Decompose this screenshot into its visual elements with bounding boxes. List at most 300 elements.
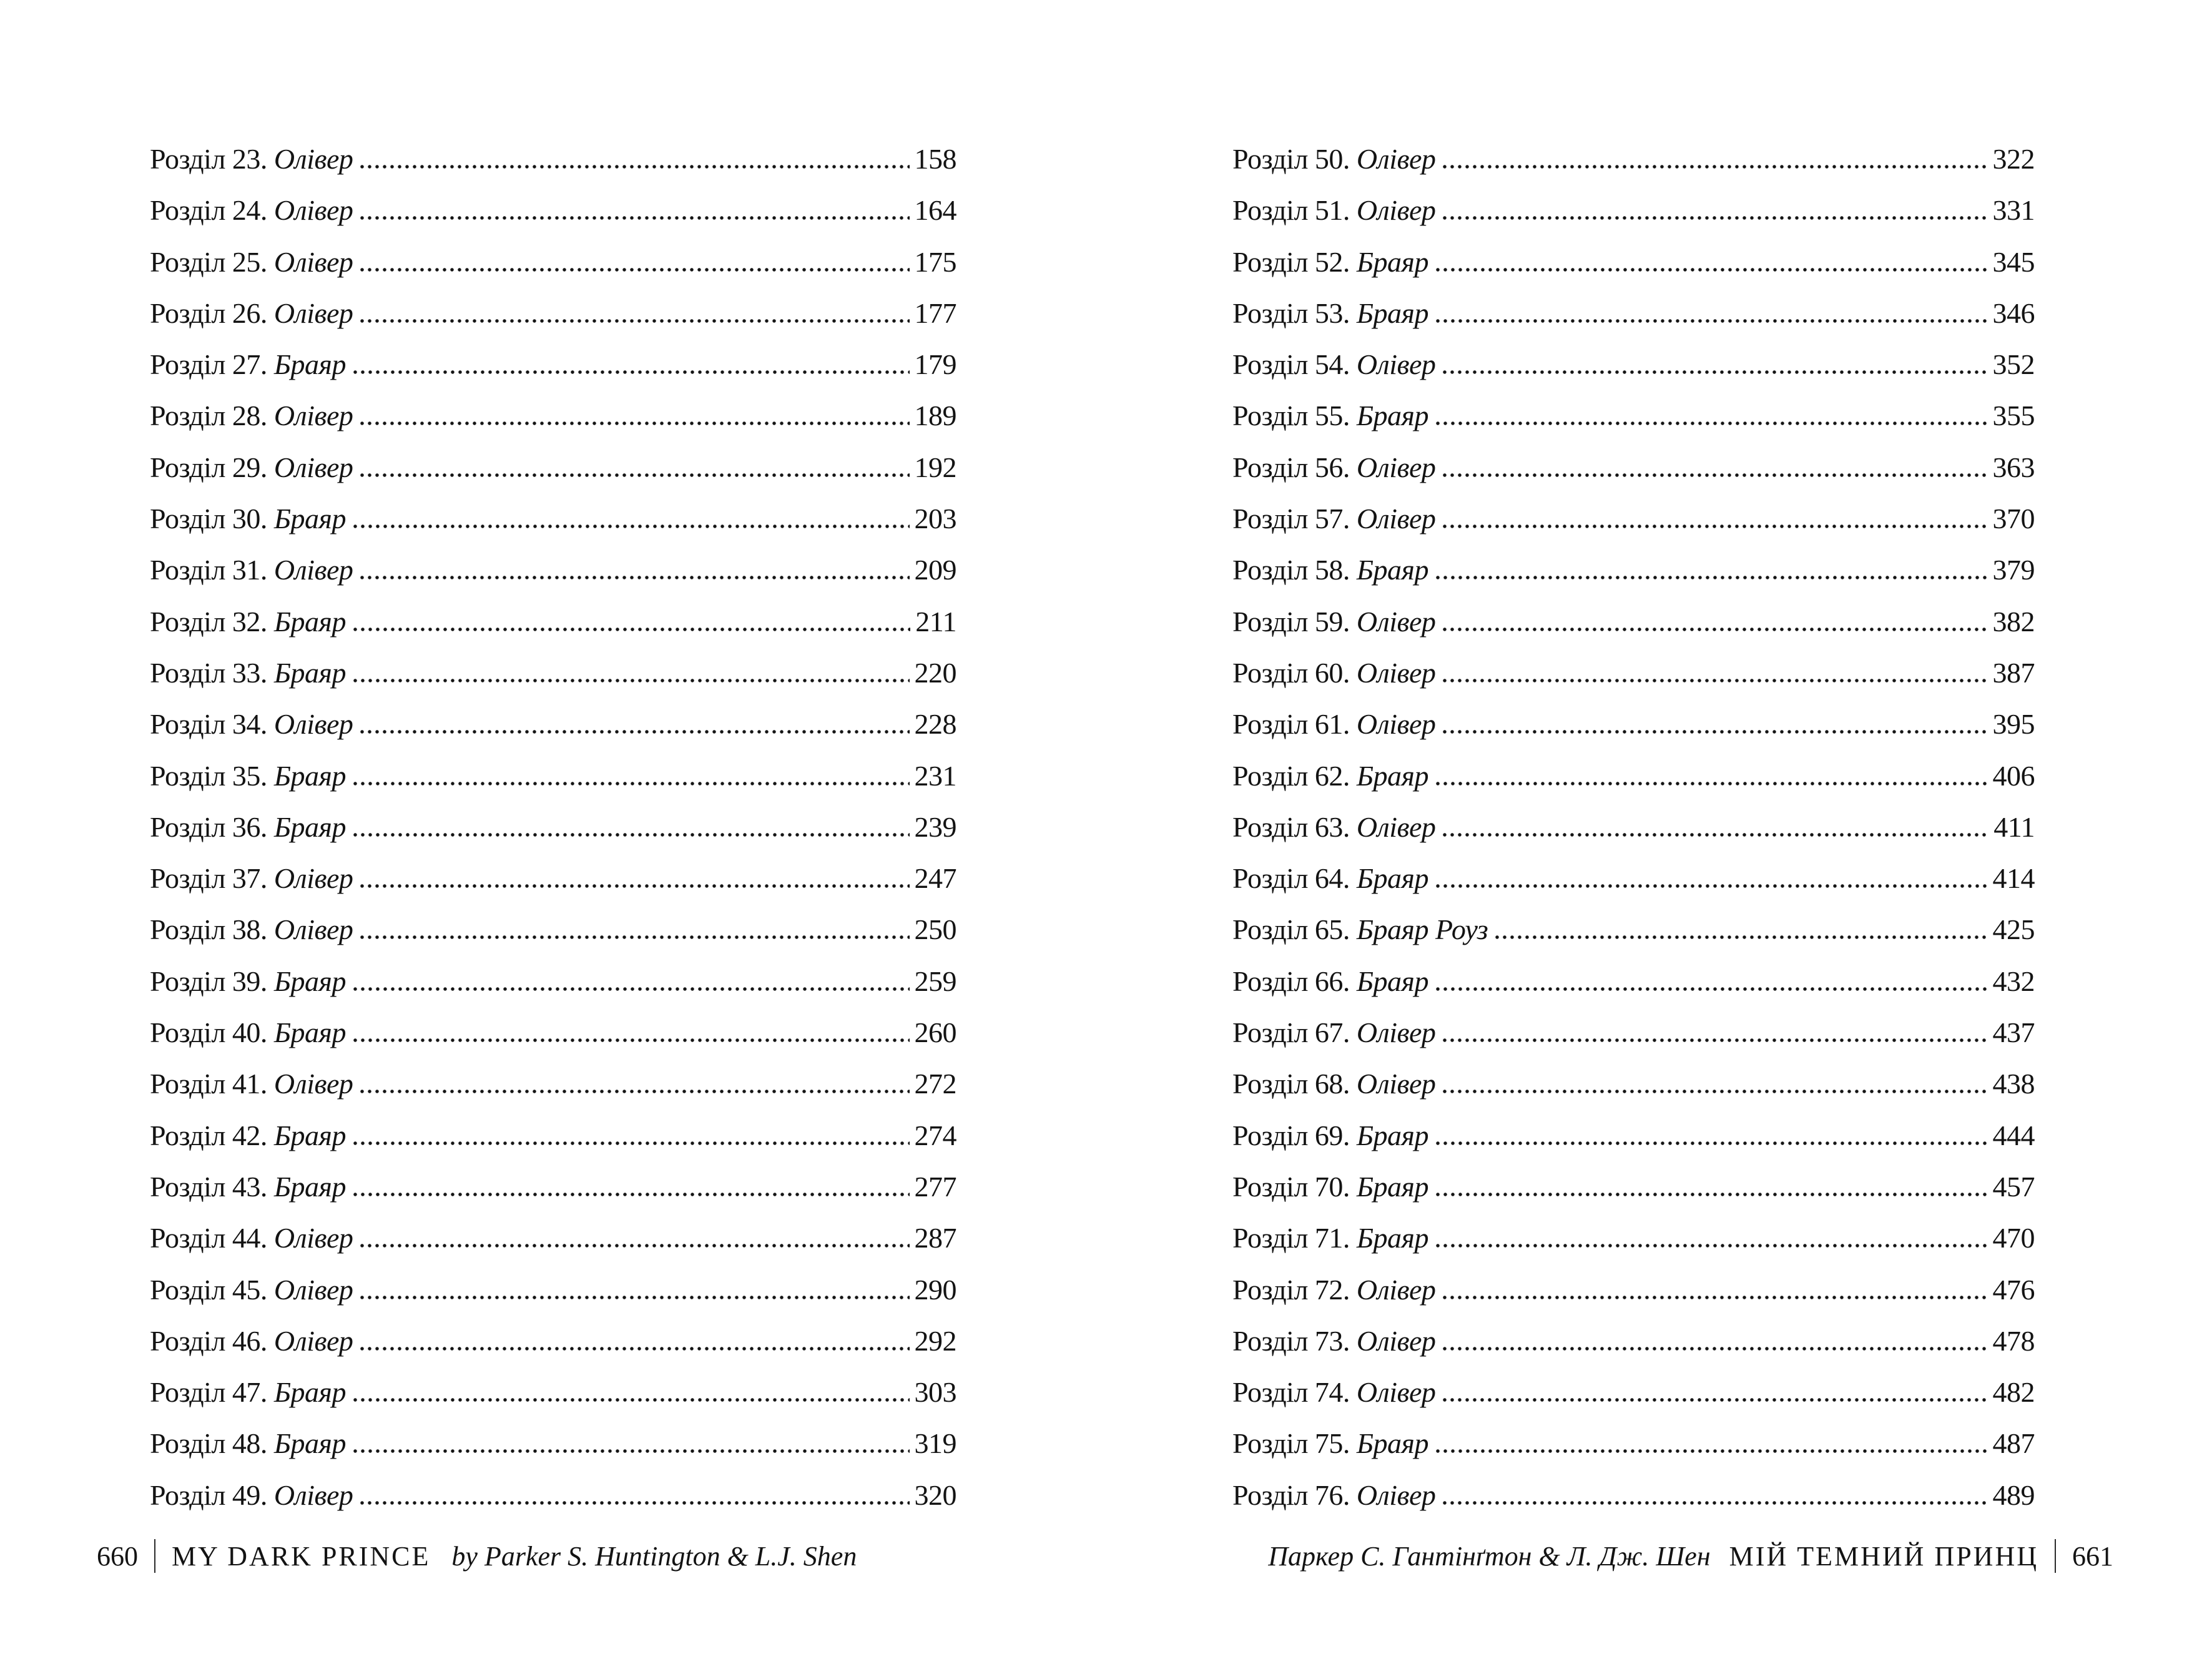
chapter-label: Розділ 34. [150, 708, 267, 741]
toc-entry [150, 904, 956, 955]
chapter-page-number: 211 [915, 605, 956, 638]
dot-leader [360, 319, 909, 323]
chapter-page-number: 250 [914, 913, 956, 946]
chapter-pov-name: Олівер [273, 913, 353, 946]
toc-entry-label [150, 390, 353, 441]
toc-entry [1232, 956, 2035, 1007]
chapter-pov-name: Олівер [1356, 605, 1436, 638]
toc-entry [1232, 339, 2035, 390]
chapter-pov-name: Олівер [1356, 810, 1436, 843]
chapter-label: Розділ 63. [1232, 810, 1350, 843]
chapter-page-number: 292 [914, 1324, 956, 1357]
toc-entry [150, 1367, 956, 1418]
chapter-page-number: 179 [914, 348, 956, 381]
dot-leader [1436, 319, 1988, 323]
dot-leader [360, 268, 909, 272]
toc-entry [150, 288, 956, 339]
chapter-page-number: 203 [914, 503, 956, 535]
toc-entry [1232, 1418, 2035, 1469]
chapter-pov-name: Олівер [273, 245, 353, 278]
chapter-pov-name: Браяр [273, 1119, 346, 1151]
toc-entry-label [1232, 442, 1435, 493]
chapter-label: Розділ 28. [150, 400, 267, 432]
toc-entry-label [1232, 1058, 1435, 1110]
book-authors-ukrainian: Паркер С. Гантінґтон & Л. Дж. Шен [1268, 1540, 1711, 1572]
toc-entry [1232, 1470, 2035, 1521]
chapter-label: Розділ 25. [150, 245, 267, 278]
book-authors-english: by Parker S. Huntington & L.J. Shen [451, 1540, 857, 1572]
chapter-page-number: 192 [914, 451, 956, 483]
chapter-label: Розділ 67. [1232, 1017, 1350, 1049]
chapter-page-number: 290 [914, 1273, 956, 1306]
dot-leader [1436, 1244, 1988, 1248]
toc-entry [1232, 596, 2035, 647]
dot-leader [1443, 1347, 1987, 1351]
toc-entry-label [1232, 339, 1435, 390]
dot-leader [1443, 165, 1987, 169]
chapter-label: Розділ 37. [150, 862, 267, 895]
toc-entry [1232, 904, 2035, 955]
toc-entry-label [1232, 1007, 1435, 1058]
chapter-page-number: 346 [1992, 297, 2035, 329]
chapter-pov-name: Браяр Роуз [1356, 913, 1488, 946]
dot-leader [353, 1038, 910, 1042]
toc-entry-label [1232, 751, 1428, 802]
dot-leader [360, 576, 909, 579]
chapter-pov-name: Олівер [1356, 1017, 1436, 1049]
chapter-page-number: 345 [1992, 245, 2035, 278]
toc-entry-label [150, 1418, 346, 1469]
toc-entry [1232, 544, 2035, 596]
dot-leader [353, 1193, 910, 1196]
chapter-pov-name: Браяр [273, 810, 346, 843]
chapter-pov-name: Браяр [1356, 400, 1428, 432]
chapter-label: Розділ 73. [1232, 1324, 1350, 1357]
chapter-page-number: 425 [1992, 913, 2035, 946]
toc-entry [150, 1213, 956, 1264]
dot-leader [1436, 884, 1988, 888]
chapter-page-number: 231 [914, 759, 956, 792]
dot-leader [353, 1449, 910, 1453]
dot-leader [360, 884, 909, 888]
toc-entry [150, 647, 956, 699]
chapter-label: Розділ 62. [1232, 759, 1350, 792]
toc-entry [1232, 442, 2035, 493]
chapter-page-number: 395 [1992, 708, 2035, 741]
chapter-pov-name: Олівер [1356, 503, 1436, 535]
toc-entry-label [150, 185, 353, 236]
dot-leader [1443, 1038, 1987, 1042]
toc-entry-label [150, 1161, 346, 1213]
dot-leader [1436, 987, 1988, 991]
toc-entry [150, 751, 956, 802]
chapter-label: Розділ 71. [1232, 1222, 1350, 1254]
toc-entry [150, 1110, 956, 1161]
toc-entry-label [1232, 1316, 1435, 1367]
chapter-page-number: 277 [914, 1170, 956, 1203]
chapter-label: Розділ 59. [1232, 605, 1350, 638]
toc-entry-label [1232, 699, 1435, 750]
chapter-pov-name: Браяр [273, 503, 346, 535]
toc-entry-label [150, 1264, 353, 1316]
chapter-label: Розділ 38. [150, 913, 267, 946]
chapter-page-number: 287 [914, 1222, 956, 1254]
toc-entry-label [150, 853, 353, 904]
chapter-label: Розділ 31. [150, 554, 267, 586]
toc-entry-label [1232, 1470, 1435, 1521]
toc-entry-label [150, 1470, 353, 1521]
toc-entry-label [150, 904, 353, 955]
chapter-label: Розділ 57. [1232, 503, 1350, 535]
chapter-pov-name: Олівер [1356, 451, 1436, 483]
chapter-label: Розділ 26. [150, 297, 267, 329]
toc-entry [150, 699, 956, 750]
toc-entry-label [150, 1213, 353, 1264]
chapter-pov-name: Олівер [273, 1479, 353, 1511]
chapter-page-number: 406 [1992, 759, 2035, 792]
page-number-right: 661 [2072, 1540, 2113, 1572]
chapter-label: Розділ 74. [1232, 1376, 1350, 1409]
chapter-page-number: 322 [1992, 143, 2035, 175]
chapter-page-number: 355 [1992, 400, 2035, 432]
toc-entry [1232, 802, 2035, 853]
toc-entry-label [1232, 904, 1488, 955]
chapter-pov-name: Олівер [1356, 348, 1436, 381]
toc-entry-label [1232, 802, 1435, 853]
chapter-pov-name: Браяр [273, 605, 346, 638]
book-title-english: MY DARK PRINCE [172, 1540, 431, 1572]
toc-entry [150, 1264, 956, 1316]
chapter-page-number: 209 [914, 554, 956, 586]
dot-leader [1443, 833, 1988, 837]
chapter-label: Розділ 46. [150, 1324, 267, 1357]
chapter-label: Розділ 72. [1232, 1273, 1350, 1306]
page-number-left: 660 [97, 1540, 138, 1572]
chapter-label: Розділ 41. [150, 1068, 267, 1100]
chapter-pov-name: Олівер [273, 554, 353, 586]
chapter-pov-name: Браяр [273, 1376, 346, 1409]
toc-entry-label [150, 1316, 353, 1367]
toc-entry [1232, 134, 2035, 185]
toc-entry-label [150, 751, 346, 802]
chapter-page-number: 370 [1992, 503, 2035, 535]
toc-entry [1232, 1110, 2035, 1161]
toc-entry-label [150, 699, 353, 750]
chapter-pov-name: Олівер [1356, 1376, 1436, 1409]
toc-entry-label [1232, 647, 1435, 699]
footer-left [97, 1531, 857, 1581]
chapter-page-number: 177 [914, 297, 956, 329]
toc-entry [1232, 1213, 2035, 1264]
chapter-page-number: 259 [914, 965, 956, 997]
chapter-pov-name: Браяр [1356, 1427, 1428, 1460]
dot-leader [360, 935, 909, 939]
chapter-pov-name: Олівер [273, 194, 353, 227]
chapter-page-number: 272 [914, 1068, 956, 1100]
chapter-page-number: 331 [1992, 194, 2035, 227]
dot-leader [1436, 576, 1988, 579]
toc-entry-label [150, 596, 346, 647]
dot-leader [360, 1244, 909, 1248]
chapter-pov-name: Олівер [1356, 708, 1436, 741]
chapter-pov-name: Олівер [273, 451, 353, 483]
dot-leader [1443, 1090, 1987, 1093]
dot-leader [360, 473, 909, 477]
chapter-pov-name: Олівер [273, 1068, 353, 1100]
chapter-label: Розділ 76. [1232, 1479, 1350, 1511]
toc-entry [150, 1316, 956, 1367]
toc-entry [150, 339, 956, 390]
toc-entry-label [1232, 544, 1428, 596]
chapter-page-number: 158 [914, 143, 956, 175]
dot-leader [360, 1296, 909, 1299]
chapter-label: Розділ 48. [150, 1427, 267, 1460]
toc-entry [150, 134, 956, 185]
dot-leader [353, 628, 910, 631]
toc-entry [1232, 237, 2035, 288]
toc-entry-label [150, 237, 353, 288]
chapter-page-number: 478 [1992, 1324, 2035, 1357]
toc-entry-label [150, 134, 353, 185]
chapter-pov-name: Олівер [1356, 194, 1436, 227]
chapter-label: Розділ 65. [1232, 913, 1350, 946]
chapter-pov-name: Олівер [1356, 143, 1436, 175]
chapter-page-number: 247 [914, 862, 956, 895]
chapter-page-number: 363 [1992, 451, 2035, 483]
toc-entry-label [1232, 493, 1435, 544]
chapter-pov-name: Браяр [273, 1427, 346, 1460]
chapter-label: Розділ 51. [1232, 194, 1350, 227]
dot-leader [1443, 473, 1987, 477]
toc-entry-label [1232, 596, 1435, 647]
toc-entry-label [1232, 1213, 1428, 1264]
chapter-pov-name: Браяр [1356, 1119, 1428, 1151]
toc-entry [150, 1161, 956, 1213]
chapter-page-number: 487 [1992, 1427, 2035, 1460]
footer-divider [2055, 1539, 2056, 1573]
chapter-page-number: 379 [1992, 554, 2035, 586]
toc-entry-label [150, 493, 346, 544]
toc-entry [150, 853, 956, 904]
chapter-label: Розділ 45. [150, 1273, 267, 1306]
chapter-pov-name: Олівер [1356, 1324, 1436, 1357]
dot-leader [1443, 1501, 1987, 1505]
chapter-page-number: 175 [914, 245, 956, 278]
toc-entry-label [1232, 390, 1428, 441]
chapter-label: Розділ 24. [150, 194, 267, 227]
dot-leader [1436, 421, 1988, 425]
toc-entry-label [150, 1367, 346, 1418]
toc-entry [1232, 1007, 2035, 1058]
chapter-page-number: 482 [1992, 1376, 2035, 1409]
toc-entry [1232, 647, 2035, 699]
chapter-label: Розділ 64. [1232, 862, 1350, 895]
toc-entry-label [150, 288, 353, 339]
chapter-label: Розділ 69. [1232, 1119, 1350, 1151]
chapter-pov-name: Олівер [273, 862, 353, 895]
dot-leader [353, 524, 910, 528]
chapter-label: Розділ 44. [150, 1222, 267, 1254]
dot-leader [1436, 1141, 1988, 1145]
dot-leader [1436, 268, 1988, 272]
chapter-label: Розділ 27. [150, 348, 267, 381]
dot-leader [360, 730, 909, 734]
chapter-label: Розділ 40. [150, 1017, 267, 1049]
dot-leader [353, 370, 910, 374]
toc-left-column [150, 134, 956, 1521]
dot-leader [1443, 679, 1987, 682]
toc-entry [150, 1007, 956, 1058]
chapter-page-number: 352 [1992, 348, 2035, 381]
chapter-label: Розділ 36. [150, 810, 267, 843]
chapter-pov-name: Олівер [1356, 1479, 1436, 1511]
toc-entry [150, 185, 956, 236]
chapter-label: Розділ 52. [1232, 245, 1350, 278]
toc-entry-label [1232, 1161, 1428, 1213]
chapter-pov-name: Браяр [273, 348, 346, 381]
chapter-pov-name: Браяр [273, 759, 346, 792]
chapter-label: Розділ 32. [150, 605, 267, 638]
chapter-label: Розділ 23. [150, 143, 267, 175]
chapter-label: Розділ 30. [150, 503, 267, 535]
chapter-label: Розділ 53. [1232, 297, 1350, 329]
toc-entry [150, 1418, 956, 1469]
chapter-label: Розділ 75. [1232, 1427, 1350, 1460]
chapter-pov-name: Олівер [1356, 1273, 1436, 1306]
chapter-pov-name: Олівер [273, 1273, 353, 1306]
chapter-pov-name: Олівер [273, 1222, 353, 1254]
dot-leader [1443, 524, 1987, 528]
chapter-page-number: 239 [914, 810, 956, 843]
chapter-label: Розділ 66. [1232, 965, 1350, 997]
toc-entry [1232, 1161, 2035, 1213]
dot-leader [360, 421, 909, 425]
toc-entry-label [1232, 956, 1428, 1007]
chapter-pov-name: Браяр [1356, 554, 1428, 586]
chapter-page-number: 382 [1992, 605, 2035, 638]
chapter-label: Розділ 70. [1232, 1170, 1350, 1203]
chapter-label: Розділ 42. [150, 1119, 267, 1151]
chapter-label: Розділ 43. [150, 1170, 267, 1203]
chapter-pov-name: Олівер [273, 400, 353, 432]
chapter-page-number: 189 [914, 400, 956, 432]
toc-entry-label [150, 647, 346, 699]
chapter-page-number: 437 [1992, 1017, 2035, 1049]
toc-entry [150, 802, 956, 853]
chapter-page-number: 220 [914, 656, 956, 689]
chapter-page-number: 387 [1992, 656, 2035, 689]
toc-entry-label [1232, 1418, 1428, 1469]
toc-entry [1232, 1058, 2035, 1110]
chapter-label: Розділ 33. [150, 656, 267, 689]
chapter-pov-name: Олівер [1356, 656, 1436, 689]
chapter-page-number: 438 [1992, 1068, 2035, 1100]
toc-entry [1232, 185, 2035, 236]
chapter-label: Розділ 50. [1232, 143, 1350, 175]
toc-entry-label [150, 442, 353, 493]
toc-entry [150, 544, 956, 596]
chapter-label: Розділ 61. [1232, 708, 1350, 741]
toc-entry-label [1232, 1110, 1428, 1161]
chapter-page-number: 319 [914, 1427, 956, 1460]
chapter-pov-name: Браяр [1356, 245, 1428, 278]
chapter-page-number: 457 [1992, 1170, 2035, 1203]
book-title-ukrainian: МІЙ ТЕМНИЙ ПРИНЦ [1729, 1540, 2038, 1572]
chapter-label: Розділ 56. [1232, 451, 1350, 483]
dot-leader [353, 679, 910, 682]
dot-leader [360, 1090, 909, 1093]
dot-leader [353, 1141, 910, 1145]
chapter-pov-name: Браяр [1356, 1222, 1428, 1254]
toc-entry [150, 390, 956, 441]
toc-entry [150, 956, 956, 1007]
toc-entry-label [1232, 853, 1428, 904]
toc-entry-label [1232, 185, 1435, 236]
chapter-page-number: 470 [1992, 1222, 2035, 1254]
dot-leader [353, 987, 910, 991]
chapter-label: Розділ 55. [1232, 400, 1350, 432]
chapter-pov-name: Олівер [273, 143, 353, 175]
dot-leader [353, 833, 910, 837]
chapter-page-number: 432 [1992, 965, 2035, 997]
chapter-pov-name: Олівер [273, 708, 353, 741]
dot-leader [360, 216, 909, 220]
dot-leader [1443, 1398, 1987, 1402]
chapter-page-number: 489 [1992, 1479, 2035, 1511]
dot-leader [1436, 1449, 1988, 1453]
toc-entry [150, 442, 956, 493]
toc-entry [150, 237, 956, 288]
dot-leader [1443, 370, 1987, 374]
chapter-label: Розділ 60. [1232, 656, 1350, 689]
dot-leader [1443, 730, 1987, 734]
toc-entry-label [150, 1110, 346, 1161]
toc-entry [1232, 493, 2035, 544]
dot-leader [1443, 628, 1987, 631]
chapter-label: Розділ 29. [150, 451, 267, 483]
dot-leader [1443, 216, 1987, 220]
toc-entry [150, 596, 956, 647]
toc-entry [1232, 751, 2035, 802]
chapter-pov-name: Браяр [273, 1017, 346, 1049]
chapter-pov-name: Браяр [273, 1170, 346, 1203]
toc-entry-label [1232, 288, 1428, 339]
dot-leader [353, 782, 910, 785]
toc-entry [1232, 699, 2035, 750]
chapter-page-number: 274 [914, 1119, 956, 1151]
toc-entry [1232, 853, 2035, 904]
dot-leader [1495, 935, 1987, 939]
chapter-label: Розділ 54. [1232, 348, 1350, 381]
chapter-page-number: 411 [1993, 810, 2035, 843]
chapter-label: Розділ 58. [1232, 554, 1350, 586]
toc-entry-label [150, 802, 346, 853]
chapter-page-number: 444 [1992, 1119, 2035, 1151]
chapter-pov-name: Браяр [1356, 297, 1428, 329]
chapter-pov-name: Браяр [1356, 862, 1428, 895]
toc-right-column [1232, 134, 2035, 1521]
dot-leader [1436, 782, 1988, 785]
chapter-pov-name: Олівер [273, 1324, 353, 1357]
toc-entry-label [150, 1007, 346, 1058]
chapter-label: Розділ 35. [150, 759, 267, 792]
chapter-label: Розділ 49. [150, 1479, 267, 1511]
chapter-pov-name: Олівер [273, 297, 353, 329]
dot-leader [360, 1347, 909, 1351]
footer-divider [154, 1539, 155, 1573]
dot-leader [360, 165, 909, 169]
dot-leader [1443, 1296, 1987, 1299]
